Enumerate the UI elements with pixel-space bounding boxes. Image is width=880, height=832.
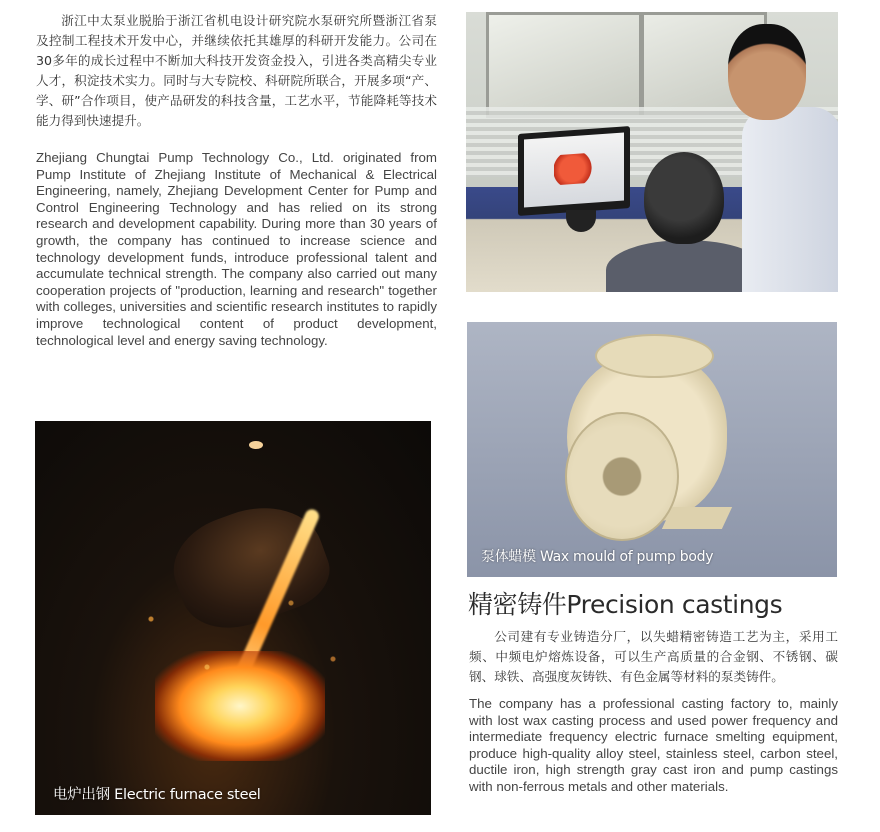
ceiling-lamp [249, 441, 263, 449]
furnace-caption: 电炉出钢 Electric furnace steel [53, 787, 261, 803]
seated-engineer-head [644, 152, 724, 244]
precision-castings-title: 精密铸件Precision castings [468, 590, 783, 619]
computer-monitor [518, 126, 630, 216]
precision-chinese-paragraph: 公司建有专业铸造分厂，以失蜡精密铸造工艺为主，采用工频、中频电炉熔炼设备，可以生产高质量的合金钢、不锈钢、碳钢、球铁、高强度灰铸铁、有色金属等材料的泵类铸件。 [469, 629, 838, 684]
sparks [95, 571, 375, 731]
standing-engineer [742, 107, 838, 292]
office-window [486, 12, 642, 118]
pump-3d-render [554, 152, 600, 185]
top-flange [595, 334, 714, 378]
intro-chinese-paragraph: 浙江中太泵业脱胎于浙江省机电设计研究院水泵研究所暨浙江省泵及控制工程技术开发中心，并继续依托其雄厚的科研开发能力。公司在30多年的成长过程中不断加大科技开发资金投入，引进各类高精尖专业人才，积淀技术实力。同时与大专院校、科研院所联合，开展多项“产、学、研”合作项目，使产品研发的科技含量，工艺水平，节能降耗等技术能力得到快速提升。 [36, 13, 437, 128]
monitor-screen [524, 133, 624, 208]
standing-engineer-head [728, 24, 806, 120]
precision-english-paragraph: The company has a professional casting factory to, mainly with lost wax casting process and used power frequency and intermediate frequency electric furnace smelting equipment, produce high-quality alloy steel, stainless steel, carbon steel, ductile iron, high strength gray cast iron and pump castings with non-ferrous metals and other materials. [469, 696, 838, 794]
front-flange [565, 412, 679, 541]
intro-english-paragraph: Zhejiang Chungtai Pump Technology Co., Ltd. originated from Pump Institute of Zhejiang Institute of Mechanical & Electrical Engineering, namely, Zhejiang Development Center for Pump and Control Engineering Technology and has relied on its strong research and development capability. During more than 30 years of growth, the company has continued to increase science and technology development funds, introduce professional talent and accumulate technical strength. The company also carried out many cooperation projects of "production, learning and research" together with colleges, universities and scientific research institutes to rapidly improve technological content of product development, technological level and energy saving technology. [36, 150, 437, 348]
office-engineers-photo [466, 12, 838, 292]
pump-foot [662, 507, 732, 529]
wax-mould-caption: 泵体蜡模 Wax mould of pump body [481, 549, 714, 565]
electric-furnace-photo [35, 421, 431, 815]
wax-mould-photo [467, 322, 837, 577]
